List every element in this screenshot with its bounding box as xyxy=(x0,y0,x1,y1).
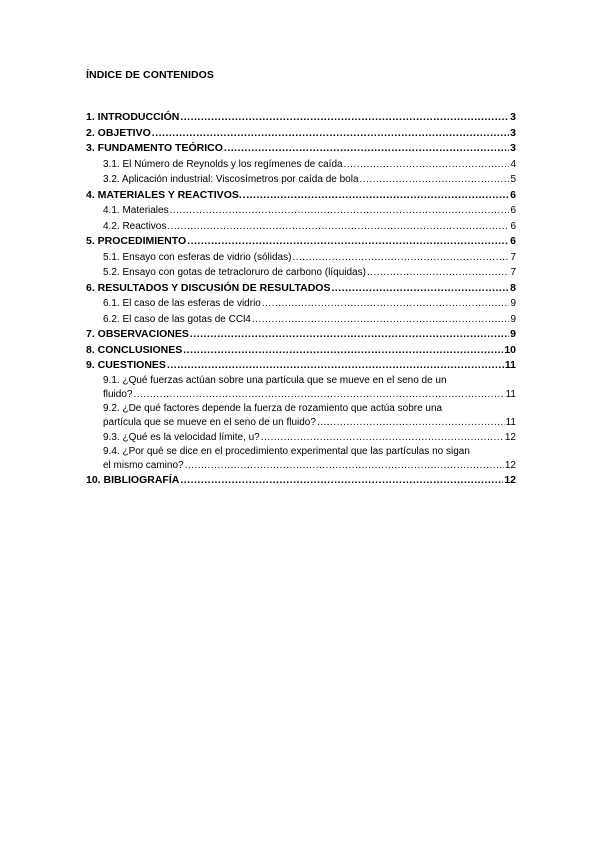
toc-entry-viscosimetros[interactable] xyxy=(86,172,516,188)
toc-entry-reactivos[interactable] xyxy=(86,219,516,235)
toc-dot-leader xyxy=(261,430,504,446)
toc-dot-leader xyxy=(167,358,504,374)
toc-entry-label: 7. OBSERVACIONES xyxy=(86,328,189,340)
toc-page-number: 7 xyxy=(510,251,516,263)
toc-entry-label-line1: 9.2. ¿De qué factores depende la fuerza de rozamiento que actúa sobre una xyxy=(103,402,443,414)
toc-entry-observaciones[interactable] xyxy=(86,327,516,343)
toc-page-number: 11 xyxy=(505,416,516,428)
toc-dot-leader xyxy=(317,416,505,430)
toc-entry-label-line2: el mismo camino? xyxy=(103,460,184,471)
toc-entry-fuerzas[interactable] xyxy=(86,374,516,402)
toc-entry-materiales[interactable] xyxy=(86,203,516,219)
toc-page-number: 6 xyxy=(510,235,516,247)
toc-dot-leader xyxy=(252,312,510,328)
toc-dot-leader xyxy=(190,327,509,343)
toc-entry-label: 3.2. Aplicación industrial: Viscosímetros por caída de bola xyxy=(103,174,359,185)
toc-entry-materiales-reactivos[interactable] xyxy=(86,188,516,204)
page-title: ÍNDICE DE CONTENIDOS xyxy=(86,69,215,81)
toc-dot-leader xyxy=(360,172,510,188)
toc-dot-leader xyxy=(344,157,510,173)
toc-entry-procedimiento[interactable] xyxy=(86,234,516,250)
toc-entry-ensayo-esferas[interactable] xyxy=(86,250,516,266)
toc-dot-leader xyxy=(262,296,510,312)
toc-entry-label: 6.2. El caso de las gotas de CCl4 xyxy=(103,313,251,325)
toc-entry-label-line2: fluido? xyxy=(103,388,133,400)
toc-dot-leader xyxy=(180,110,509,126)
toc-page-number: 3 xyxy=(510,126,516,139)
toc-page-number: 6 xyxy=(510,188,516,201)
toc-dot-leader xyxy=(331,281,509,297)
toc-entry-label: 4. MATERIALES Y REACTIVOS. xyxy=(86,188,242,201)
toc-entry-label: 3.1. El Número de Reynolds y los regímenes de caída xyxy=(103,158,343,170)
toc-page-number: 9 xyxy=(510,298,516,309)
toc-dot-leader xyxy=(367,265,510,281)
toc-entry-reynolds[interactable] xyxy=(86,157,516,173)
toc-page-number: 11 xyxy=(505,388,516,400)
toc-page-number: 6 xyxy=(510,220,516,232)
toc-entry-rozamiento[interactable] xyxy=(86,402,516,430)
toc-dot-leader xyxy=(170,203,510,219)
toc-entry-caso-esferas[interactable] xyxy=(86,296,516,312)
toc-page-number: 4 xyxy=(510,158,516,170)
toc-entry-label: 6.1. El caso de las esferas de vidrio xyxy=(103,298,261,309)
toc-entry-bibliografia[interactable] xyxy=(86,473,516,489)
toc-dot-leader xyxy=(167,219,509,235)
toc-entry-cuestiones[interactable] xyxy=(86,358,516,374)
toc-page-number: 6 xyxy=(510,205,516,216)
toc-dot-leader xyxy=(183,343,503,359)
toc-entry-conclusiones[interactable] xyxy=(86,343,516,359)
toc-entry-label: 2. OBJETIVO xyxy=(86,126,151,139)
toc-dot-leader xyxy=(292,250,509,266)
toc-entry-label: 5. PROCEDIMIENTO xyxy=(86,235,187,247)
toc-entry-label: 3. FUNDAMENTO TEÓRICO xyxy=(86,142,223,154)
toc-entry-label: 4.1. Materiales xyxy=(103,205,169,216)
toc-page-number: 11 xyxy=(504,359,516,371)
toc-page-number: 9 xyxy=(510,328,516,340)
toc-entry-velocidad-limite[interactable] xyxy=(86,430,516,446)
toc-page-number: 7 xyxy=(510,267,516,278)
toc-entry-fundamento-teorico[interactable] xyxy=(86,141,516,157)
toc-entry-objetivo[interactable] xyxy=(86,126,516,142)
toc-entry-label-line1: 9.1. ¿Qué fuerzas actúan sobre una partícula que se mueve en el seno de un xyxy=(103,374,447,386)
toc-entry-resultados[interactable] xyxy=(86,281,516,297)
toc-entry-label: 9.3. ¿Qué es la velocidad límite, u? xyxy=(103,431,260,443)
toc-page-number: 9 xyxy=(510,313,516,325)
toc-entry-label: 8. CONCLUSIONES xyxy=(86,343,183,356)
toc-entry-introduccion[interactable] xyxy=(86,110,516,126)
toc-dot-leader xyxy=(224,141,509,157)
toc-page-number: 3 xyxy=(510,142,516,154)
toc-dot-leader xyxy=(187,234,509,250)
toc-page-number: 12 xyxy=(504,474,516,486)
toc-dot-leader xyxy=(180,473,503,489)
toc-dot-leader xyxy=(133,388,504,402)
toc-entry-label-line2: partícula que se mueve en el seno de un fluido? xyxy=(103,416,316,428)
toc-page-number: 3 xyxy=(510,111,516,123)
table-of-contents xyxy=(86,110,516,489)
toc-entry-label: 4.2. Reactivos xyxy=(103,220,167,232)
toc-entry-label: 6. RESULTADOS Y DISCUSIÓN DE RESULTADOS xyxy=(86,281,331,294)
toc-dot-leader xyxy=(152,126,509,142)
toc-entry-label: 5.1. Ensayo con esferas de vidrio (sólidas) xyxy=(103,251,292,263)
toc-entry-label-line1: 9.4. ¿Por qué se dice en el procedimiento experimental que las partículas no sigan xyxy=(103,446,470,457)
toc-page-number: 12 xyxy=(504,460,516,471)
toc-entry-label: 10. BIBLIOGRAFÍA xyxy=(86,474,180,486)
toc-page-number: 12 xyxy=(504,431,516,443)
toc-page-number: 5 xyxy=(510,174,516,185)
toc-entry-mismo-camino[interactable] xyxy=(86,445,516,473)
toc-dot-leader xyxy=(243,188,509,204)
toc-entry-label: 9. CUESTIONES xyxy=(86,359,166,371)
toc-dot-leader xyxy=(185,459,504,473)
toc-page-number: 8 xyxy=(510,281,516,294)
toc-entry-label: 1. INTRODUCCIÓN xyxy=(86,111,180,123)
toc-entry-label: 5.2. Ensayo con gotas de tetracloruro de carbono (líquidas) xyxy=(103,267,366,278)
toc-entry-ensayo-gotas[interactable] xyxy=(86,265,516,281)
toc-page-number: 10 xyxy=(504,343,516,356)
toc-entry-caso-gotas[interactable] xyxy=(86,312,516,328)
